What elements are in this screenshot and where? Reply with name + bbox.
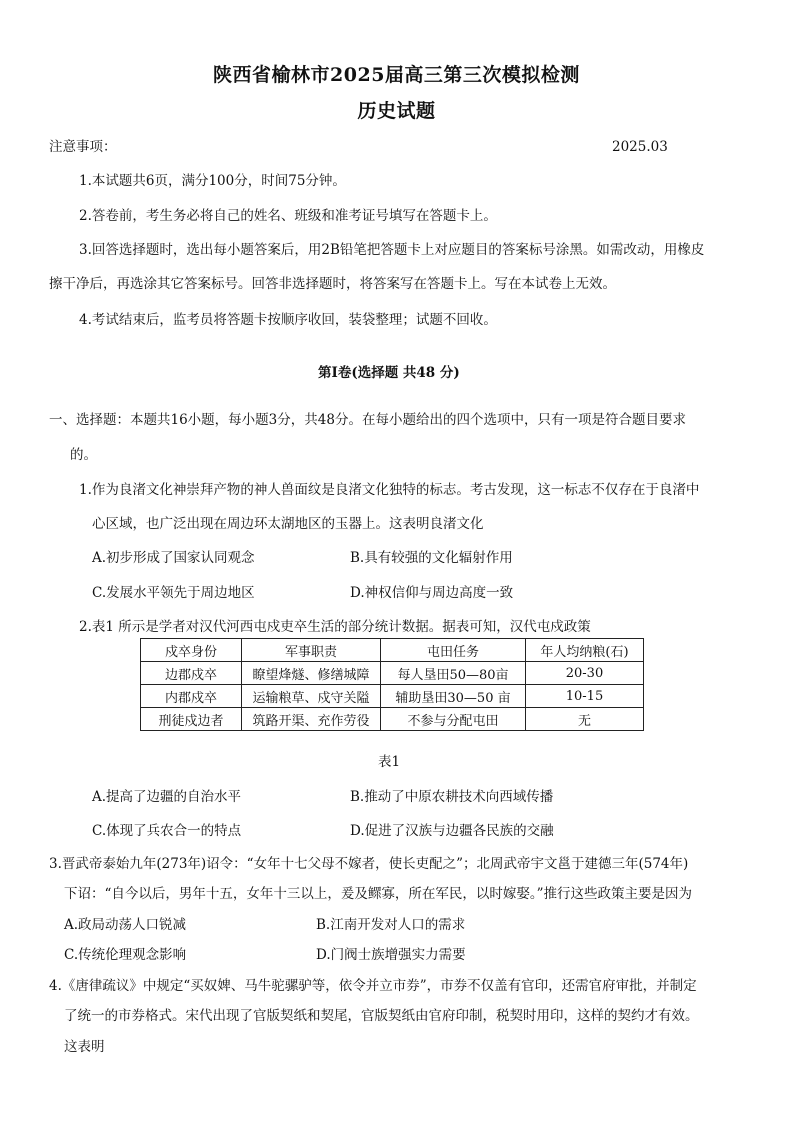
table-cell: 运输粮草、戍守关隘 (242, 685, 381, 708)
table-header-cell: 军事职责 (242, 639, 381, 662)
exam-title: 陕西省榆林市2025届高三第三次模拟检测 (213, 64, 580, 86)
notice-item: 3.回答选择题时，选出每小题答案后，用2B铅笔把答题卡上对应题目的答案标号涂黑。如需改动，用橡皮 (79, 242, 705, 258)
table-cell: 不参与分配屯田 (381, 708, 526, 731)
table-header-cell: 屯田任务 (381, 639, 526, 662)
question-2-option-a: A.提高了边疆的自治水平 (92, 789, 242, 805)
question-1-option-b: B.具有较强的文化辐射作用 (350, 550, 513, 566)
question-1-stem: 1.作为良渚文化神崇拜产物的神人兽面纹是良渚文化独特的标志。考古发现，这一标志不仅存在于良渚中 (79, 482, 700, 498)
table-row (141, 662, 644, 685)
question-3-option-a: A.政局动荡人口锐减 (64, 917, 187, 933)
question-4-stem: 4.《唐律疏议》中规定“买奴婢、马牛驼骡驴等，依令并立市券”，市券不仅盖有官印，还需官府审批，并制定 (49, 978, 697, 994)
table-cell: 内郡戍卒 (141, 685, 242, 708)
table-caption: 表1 (378, 754, 401, 770)
question-1-option-c: C.发展水平领先于周边地区 (92, 585, 255, 601)
table-cell: 边郡戍卒 (141, 662, 242, 685)
question-2-option-d: D.促进了汉族与边疆各民族的交融 (350, 823, 554, 839)
notice-item: 1.本试题共6页，满分100分，时间75分钟。 (79, 173, 346, 189)
question-1-option-d: D.神权信仰与周边高度一致 (350, 585, 514, 601)
notice-item: 4.考试结束后，监考员将答题卡按顺序收回，装袋整理；试题不回收。 (79, 312, 497, 328)
question-2-stem: 2.表1 所示是学者对汉代河西屯戍吏卒生活的部分统计数据。据表可知，汉代屯戍政策 (79, 619, 591, 635)
notice-item: 2.答卷前，考生务必将自己的姓名、班级和准考证号填写在答题卡上。 (79, 208, 497, 224)
table-cell: 辅助垦田30—50 亩 (381, 685, 526, 708)
table-header-row (141, 639, 644, 662)
question-4-stem-continued: 这表明 (64, 1039, 105, 1055)
table-row (141, 708, 644, 731)
table-cell: 无 (526, 708, 644, 731)
table-header-cell: 年人均纳粮(石) (526, 639, 644, 662)
table-cell: 瞭望烽燧、修缮城障 (242, 662, 381, 685)
question-3-option-c: C.传统伦理观念影响 (64, 947, 187, 963)
question-2-option-b: B.推动了中原农耕技术向西域传播 (350, 789, 554, 805)
section-intro: 一、选择题：本题共16小题，每小题3分，共48分。在每小题给出的四个选项中，只有一项是符合题目要求 (49, 412, 686, 428)
table-cell: 筑路开渠、充作劳役 (242, 708, 381, 731)
question-2-option-c: C.体现了兵农合一的特点 (92, 823, 242, 839)
question-1-stem-continued: 心区域，也广泛出现在周边环太湖地区的玉器上。这表明良渚文化 (92, 516, 484, 532)
question-4-stem-continued: 了统一的市券格式。宋代出现了官版契纸和契尾，官版契纸由官府印制，税契时用印，这样的契约才有效。 (64, 1008, 699, 1024)
question-1-option-a: A.初步形成了国家认同观念 (92, 550, 255, 566)
table-cell: 20-30 (526, 662, 644, 685)
table-cell: 每人垦田50—80亩 (381, 662, 526, 685)
question-3-stem-continued: 下诏：“自今以后，男年十五，女年十三以上，爰及鳏寡，所在军民，以时嫁娶。”推行这些政策主要是因为 (64, 886, 693, 902)
question-3-option-b: B.江南开发对人口的需求 (316, 917, 466, 933)
notice-item-continued: 擦干净后，再选涂其它答案标号。回答非选择题时，将答案写在答题卡上。写在本试卷上无效。 (49, 276, 616, 292)
exam-date: 2025.03 (612, 139, 668, 155)
section-intro-continued: 的。 (70, 447, 97, 463)
table-header-cell: 戍卒身份 (141, 639, 242, 662)
question-3-option-d: D.门阀士族增强实力需要 (316, 947, 466, 963)
notice-label: 注意事项： (49, 139, 117, 155)
exam-subtitle: 历史试题 (357, 100, 436, 122)
question-3-stem: 3.晋武帝泰始九年(273年)诏令：“女年十七父母不嫁者，使长吏配之”；北周武帝宇文邕于建德三年(574年) (49, 856, 689, 872)
data-table (140, 638, 644, 731)
table-cell: 刑徒戍边者 (141, 708, 242, 731)
section-title: 第Ⅰ卷(选择题 共48 分) (318, 365, 460, 381)
table-row (141, 685, 644, 708)
table-cell: 10-15 (526, 685, 644, 708)
